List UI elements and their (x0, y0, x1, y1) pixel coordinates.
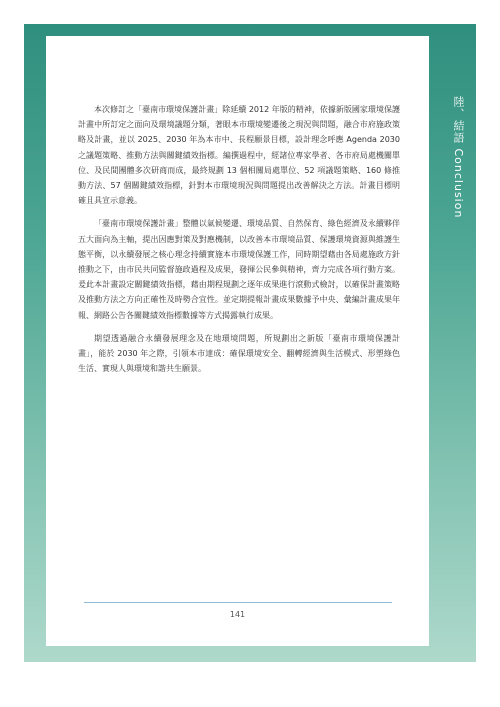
paragraph-3: 期望透過融合永續發展理念及在地環境問題，所規劃出之新版「臺南市環境保護計畫」，能於 2030 年之際，引領本市達成：確保環境安全、翻轉經濟與生活模式、形塑綠色生活、實現人與環境和諧共生願景。 (78, 333, 400, 374)
page-paper (46, 36, 429, 646)
page-number: 141 (229, 610, 246, 619)
footer-divider (84, 602, 392, 603)
chapter-side-label: 陸、結語 Conclusion (452, 96, 465, 219)
paragraph-1: 本次修訂之「臺南市環境保護計畫」除延續 2012 年版的精神，依據新版國家環境保護計畫中所訂定之面向及環境議題分類，著眼本市環境變遷後之現況與問題，融合市府施政策略及計畫，並以 2025、2030 年為本市中、長程願景目標，設計理念呼應 Agenda 2030 之議題策略、推動方法與關鍵績效指標。編撰過程中，經諸位專家學者、各市府局處機關單位、及民間團體多次研商而成，最終規劃 13 個相關局處單位、52 項議題策略、160 條推動方法、57 個關鍵績效指標，針對本市環境現況與問題提出改善解決之方法。計畫目標明確且具宣示意義。 (78, 105, 400, 206)
body-text (78, 102, 400, 384)
paragraph-2: 「臺南市環境保護計畫」整體以氣候變遷、環境品質、自然保育、綠色經濟及永續夥伴五大面向為主軸，提出因應對策及對應機制，以改善本市環境品質、保護環境資源與維護生態平衡，以永續發展之核心理念持續實施本市環境保護工作，同時期望藉由各局處施政方針推動之下，由市民共同監督施政過程及成果，發揮公民參與精神，齊力完成各項行動方案。爰此本計畫設定關鍵績效指標，藉由期程規劃之逐年成果進行滾動式檢討，以確保計畫策略及推動方法之方向正確性及時勢合宜性。並定期提報計畫成果數據予中央、彙編計畫成果年報、網路公告各關鍵績效指標數據等方式揭露執行成果。 (78, 219, 400, 320)
